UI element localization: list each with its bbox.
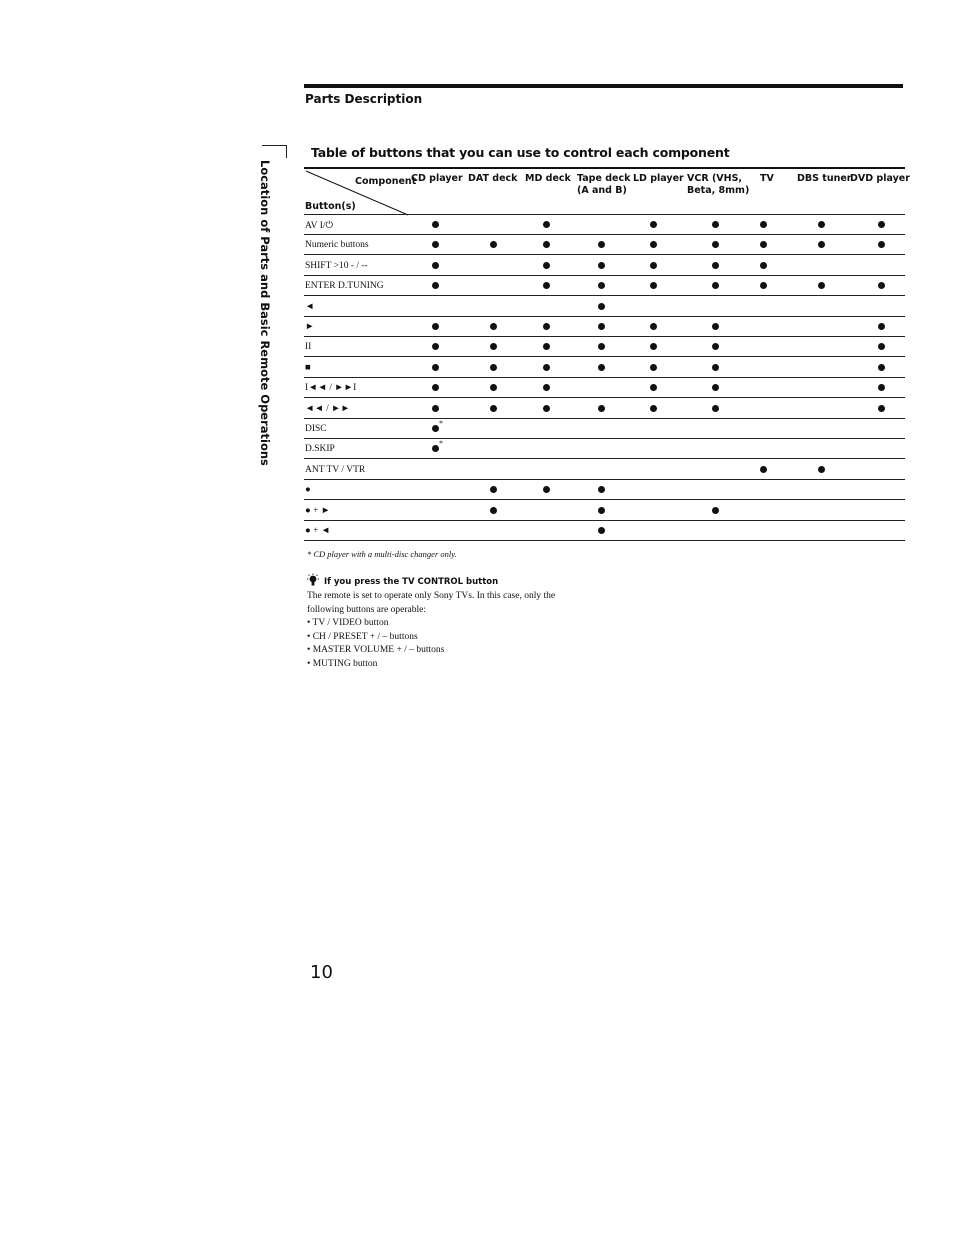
support-dot <box>650 262 657 269</box>
support-dot <box>598 241 605 248</box>
support-dot <box>818 466 825 473</box>
corner-component-label: Component <box>355 176 417 187</box>
column-header: DAT deck <box>468 173 518 184</box>
support-dot <box>650 323 657 330</box>
side-tab-label: Location of Parts and Basic Remote Operations <box>258 160 272 466</box>
support-dot <box>543 405 550 412</box>
row-label: DISC <box>305 424 327 434</box>
side-tab <box>258 160 274 466</box>
support-dot <box>878 343 885 350</box>
top-rule <box>304 84 903 88</box>
table-row <box>304 297 905 317</box>
support-dot <box>490 384 497 391</box>
support-dot <box>490 241 497 248</box>
table-row <box>304 460 905 480</box>
support-dot <box>490 486 497 493</box>
column-header: CD player <box>411 173 463 184</box>
corner-buttons-label: Button(s) <box>305 201 356 212</box>
table-row <box>304 419 905 439</box>
support-dot <box>543 384 550 391</box>
support-dot <box>598 364 605 371</box>
table-row <box>304 215 905 235</box>
column-header: VCR (VHS, Beta, 8mm) <box>687 173 750 196</box>
support-dot <box>760 262 767 269</box>
support-dot <box>543 282 550 289</box>
table-row <box>304 317 905 337</box>
support-dot <box>543 343 550 350</box>
row-label: Numeric buttons <box>305 240 369 251</box>
support-dot <box>712 405 719 412</box>
support-dot <box>543 364 550 371</box>
support-dot <box>598 262 605 269</box>
support-dot <box>712 384 719 391</box>
column-header: DVD player <box>850 173 910 184</box>
table-row <box>304 256 905 276</box>
support-dot <box>878 221 885 228</box>
support-dot <box>598 282 605 289</box>
support-dot <box>598 343 605 350</box>
table-title: Table of buttons that you can use to control each component <box>311 145 730 160</box>
tip-body <box>307 590 555 617</box>
table-row <box>304 235 905 255</box>
support-dot <box>432 405 439 412</box>
table-row <box>304 358 905 378</box>
support-dot <box>432 343 439 350</box>
support-dot <box>543 486 550 493</box>
table-row <box>304 399 905 419</box>
support-dot <box>543 221 550 228</box>
support-dot <box>650 364 657 371</box>
column-header: DBS tuner <box>797 173 852 184</box>
table-row <box>304 501 905 521</box>
row-label: I◄◄ / ►►I <box>305 383 357 394</box>
support-dot <box>490 323 497 330</box>
row-label: ANT TV / VTR <box>305 464 366 475</box>
support-dot <box>432 282 439 289</box>
tip-body-line: following buttons are operable: <box>307 604 426 615</box>
section-heading: Parts Description <box>305 92 423 106</box>
support-dot <box>543 241 550 248</box>
table-row <box>304 521 905 541</box>
support-dot <box>712 241 719 248</box>
support-dot <box>712 282 719 289</box>
row-label: ● + ◄ <box>305 526 331 536</box>
support-dot <box>598 507 605 514</box>
support-dot <box>878 241 885 248</box>
support-dot <box>432 445 439 452</box>
support-dot <box>712 507 719 514</box>
support-dot <box>878 405 885 412</box>
column-header: LD player <box>633 173 684 184</box>
support-dot <box>432 425 439 432</box>
tip-body-line: The remote is set to operate only Sony TVs. In this case, only the <box>307 591 556 601</box>
page-number: 10 <box>310 962 333 983</box>
row-label: AV I/⏻ <box>305 221 334 231</box>
support-dot <box>490 507 497 514</box>
support-dot <box>598 405 605 412</box>
support-dot <box>650 343 657 350</box>
support-dot <box>878 323 885 330</box>
support-dot <box>543 262 550 269</box>
support-dot <box>490 364 497 371</box>
support-dot <box>818 221 825 228</box>
row-label: D.SKIP <box>305 444 335 455</box>
support-dot <box>712 343 719 350</box>
support-dot <box>650 282 657 289</box>
tip-list-item: • TV / VIDEO button <box>307 617 444 631</box>
header-rule <box>304 214 905 215</box>
support-dot <box>598 303 605 310</box>
support-dot <box>760 221 767 228</box>
row-label: ■ <box>305 362 311 373</box>
table-row <box>304 337 905 357</box>
support-dot <box>712 262 719 269</box>
side-tab-bracket <box>262 145 287 158</box>
support-dot <box>432 384 439 391</box>
support-dot <box>712 323 719 330</box>
tip-list-item: • MASTER VOLUME + / – buttons <box>307 644 444 658</box>
support-dot <box>650 384 657 391</box>
footnote-marker: * <box>439 439 443 449</box>
buttons-table <box>304 169 910 544</box>
support-dot <box>650 221 657 228</box>
support-dot <box>543 323 550 330</box>
support-dot <box>878 364 885 371</box>
tip-list-item: • MUTING button <box>307 658 444 672</box>
support-dot <box>760 282 767 289</box>
row-label: ◄ <box>305 301 315 312</box>
row-label: ● + ► <box>305 505 331 516</box>
support-dot <box>432 262 439 269</box>
support-dot <box>598 527 605 534</box>
support-dot <box>598 323 605 330</box>
tip-list <box>307 617 444 671</box>
table-row <box>304 276 905 296</box>
support-dot <box>490 405 497 412</box>
support-dot <box>432 364 439 371</box>
column-header: Tape deck (A and B) <box>577 173 631 196</box>
tip-title: If you press the TV CONTROL button <box>324 577 499 587</box>
row-label: ◄◄ / ►► <box>305 403 350 414</box>
footnote: * CD player with a multi-disc changer only. <box>307 549 457 559</box>
support-dot <box>432 241 439 248</box>
tip-list-item: • CH / PRESET + / – buttons <box>307 631 444 645</box>
row-label: SHIFT >10 - / -- <box>305 260 368 271</box>
support-dot <box>712 364 719 371</box>
row-label: ENTER D.TUNING <box>305 281 384 292</box>
support-dot <box>878 384 885 391</box>
support-dot <box>598 486 605 493</box>
row-label: ► <box>305 322 315 332</box>
table-row <box>304 378 905 398</box>
support-dot <box>760 466 767 473</box>
support-dot <box>650 405 657 412</box>
row-label: ● <box>305 485 311 496</box>
support-dot <box>650 241 657 248</box>
support-dot <box>712 221 719 228</box>
footnote-marker: * <box>439 419 443 428</box>
support-dot <box>432 221 439 228</box>
row-rule <box>304 540 905 541</box>
table-row <box>304 439 905 459</box>
support-dot <box>878 282 885 289</box>
lightbulb-icon <box>306 573 320 587</box>
column-header: TV <box>760 173 774 184</box>
support-dot <box>432 323 439 330</box>
column-header: MD deck <box>525 173 571 184</box>
support-dot <box>760 241 767 248</box>
support-dot <box>818 282 825 289</box>
table-row <box>304 480 905 500</box>
row-label: II <box>305 342 312 353</box>
support-dot <box>490 343 497 350</box>
support-dot <box>818 241 825 248</box>
